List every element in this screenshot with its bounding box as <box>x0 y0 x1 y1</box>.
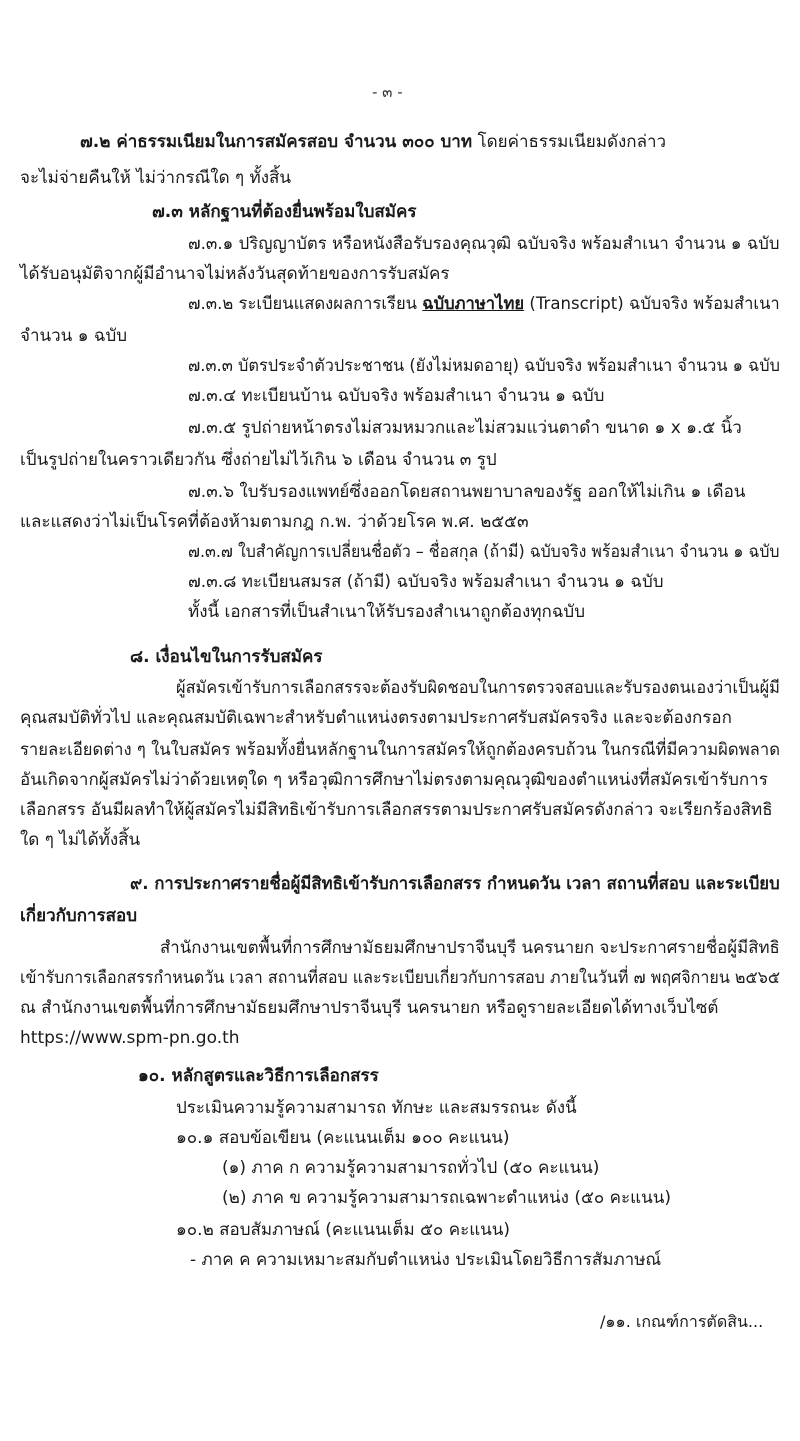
section-10-2-part: - ภาค ค ความเหมาะสมกับตำแหน่ง ประเมินโดยวิธีการสัมภาษณ์ <box>190 1250 662 1270</box>
section-8-para-line2: คุณสมบัติทั่วไป และคุณสมบัติเฉพาะสำหรับตำแหน่งตรงตามประกาศรับสมัครจริง และจะต้องกรอก <box>20 708 732 728</box>
section-8-para-line4: อันเกิดจากผู้สมัครไม่ว่าด้วยเหตุใด ๆ หรือวุฒิการศึกษาไม่ตรงตามคุณวุฒิของตำแหน่งที่สมัครเข้ารับการ <box>20 770 768 790</box>
section-9-para-line1: สำนักงานเขตพื้นที่การศึกษามัธยมศึกษาปราจีนบุรี นครนายก จะประกาศรายชื่อผู้มีสิทธิ <box>160 938 780 958</box>
section-7-3-note: ทั้งนี้ เอกสารที่เป็นสำเนาให้รับรองสำเนาถูกต้องทุกฉบับ <box>188 602 585 622</box>
item-7-3-1-line1: ๗.๓.๑ ปริญญาบัตร หรือหนังสือรับรองคุณวุฒิ ฉบับจริง พร้อมสำเนา จำนวน ๑ ฉบับ <box>188 234 780 254</box>
section-10-1-part1: (๑) ภาค ก ความรู้ความสามารถทั่วไป (๕๐ คะแนน) <box>222 1158 600 1178</box>
item-7-3-5-line2: เป็นรูปถ่ายในคราวเดียวกัน ซึ่งถ่ายไม่ไว้เกิน ๖ เดือน จำนวน ๓ รูป <box>20 450 497 470</box>
section-10-1: ๑๐.๑ สอบข้อเขียน (คะแนนเต็ม ๑๐๐ คะแนน) <box>176 1128 510 1148</box>
section-10-1-part2: (๒) ภาค ข ความรู้ความสามารถเฉพาะตำแหน่ง (๕๐ คะแนน) <box>222 1188 671 1208</box>
item-7-3-5-line1: ๗.๓.๕ รูปถ่ายหน้าตรงไม่สวมหมวกและไม่สวมแว่นตาดำ ขนาด ๑ x ๑.๕ นิ้ว <box>188 418 742 438</box>
section-7-2-line1 <box>80 130 666 154</box>
section-8-para-line3: รายละเอียดต่าง ๆ ในใบสมัคร พร้อมทั้งยื่นหลักฐานในการสมัครให้ถูกต้องครบถ้วน ในกรณีที่มีความผิดพลาด <box>20 740 781 760</box>
item-7-3-8: ๗.๓.๘ ทะเบียนสมรส (ถ้ามี) ฉบับจริง พร้อมสำเนา จำนวน ๑ ฉบับ <box>188 572 664 592</box>
item-7-3-4: ๗.๓.๔ ทะเบียนบ้าน ฉบับจริง พร้อมสำเนา จำนวน ๑ ฉบับ <box>188 386 605 406</box>
item-7-3-2-line2: จำนวน ๑ ฉบับ <box>20 326 128 346</box>
section-9-heading-line2: เกี่ยวกับการสอบ <box>20 906 138 926</box>
section-7-2-title: ๗.๒ ค่าธรรมเนียมในการสมัครสอบ จำนวน ๓๐๐ บาท <box>80 132 473 152</box>
item-7-3-2-pre: ๗.๓.๒ ระเบียนแสดงผลการเรียน <box>188 294 423 314</box>
section-9-heading-line1: ๙. การประกาศรายชื่อผู้มีสิทธิเข้ารับการเลือกสรร กำหนดวัน เวลา สถานที่สอบ และระเบียบ <box>130 874 780 894</box>
section-9-para-line2: เข้ารับการเลือกสรรกำหนดวัน เวลา สถานที่สอบ และระเบียบเกี่ยวกับการสอบ ภายในวันที่ ๗ พฤศจิกายน ๒๕๖๕ <box>20 968 781 988</box>
page-footer-continuation: /๑๑. เกณฑ์การตัดสิน... <box>600 1312 764 1331</box>
item-7-3-2-line1 <box>188 292 780 316</box>
item-7-3-2-underlined: ฉบับภาษาไทย <box>422 294 525 314</box>
section-8-heading: ๘. เงื่อนไขในการรับสมัคร <box>130 647 323 667</box>
section-7-2-line1-rest: โดยค่าธรรมเนียมดังกล่าว <box>472 132 667 152</box>
section-9-url: https://www.spm-pn.go.th <box>20 1028 240 1048</box>
section-9-para-line3: ณ สำนักงานเขตพื้นที่การศึกษามัธยมศึกษาปราจีนบุรี นครนายก หรือดูรายละเอียดได้ทางเว็บไซต์ <box>20 998 719 1018</box>
section-8-para-line6: ใด ๆ ไม่ได้ทั้งสิ้น <box>20 830 141 850</box>
item-7-3-6-line2: และแสดงว่าไม่เป็นโรคที่ต้องห้ามตามกฎ ก.พ. ว่าด้วยโรค พ.ศ. ๒๕๕๓ <box>20 512 529 532</box>
section-7-2-line2: จะไม่จ่ายคืนให้ ไม่ว่ากรณีใด ๆ ทั้งสิ้น <box>20 168 292 188</box>
section-7-3-heading: ๗.๓ หลักฐานที่ต้องยื่นพร้อมใบสมัคร <box>152 202 417 222</box>
section-8-para-line1: ผู้สมัครเข้ารับการเลือกสรรจะต้องรับผิดชอบในการตรวจสอบและรับรองตนเองว่าเป็นผู้มี <box>176 678 780 698</box>
section-10-heading: ๑๐. หลักสูตรและวิธีการเลือกสรร <box>138 1066 379 1086</box>
section-10-2: ๑๐.๒ สอบสัมภาษณ์ (คะแนนเต็ม ๕๐ คะแนน) <box>176 1220 511 1240</box>
item-7-3-7: ๗.๓.๗ ใบสำคัญการเปลี่ยนชื่อตัว – ชื่อสกุล (ถ้ามี) ฉบับจริง พร้อมสำเนา จำนวน ๑ ฉบับ <box>188 542 780 562</box>
item-7-3-6-line1: ๗.๓.๖ ใบรับรองแพทย์ซึ่งออกโดยสถานพยาบาลของรัฐ ออกให้ไม่เกิน ๑ เดือน <box>188 482 746 502</box>
item-7-3-2-post: (Transcript) ฉบับจริง พร้อมสำเนา <box>524 294 780 314</box>
section-10-intro: ประเมินความรู้ความสามารถ ทักษะ และสมรรถนะ ดังนี้ <box>176 1098 577 1118</box>
section-8-para-line5: เลือกสรร อันมีผลทำให้ผู้สมัครไม่มีสิทธิเข้ารับการเลือกสรรตามประกาศรับสมัครดังกล่าว จะเรียกร้องสิทธิ <box>20 800 773 820</box>
page-number: - ๓ - <box>372 83 403 101</box>
item-7-3-1-line2: ได้รับอนุมัติจากผู้มีอำนาจไม่หลังวันสุดท้ายของการรับสมัคร <box>20 264 450 284</box>
item-7-3-3: ๗.๓.๓ บัตรประจำตัวประชาชน (ยังไม่หมดอายุ) ฉบับจริง พร้อมสำเนา จำนวน ๑ ฉบับ <box>188 356 780 376</box>
